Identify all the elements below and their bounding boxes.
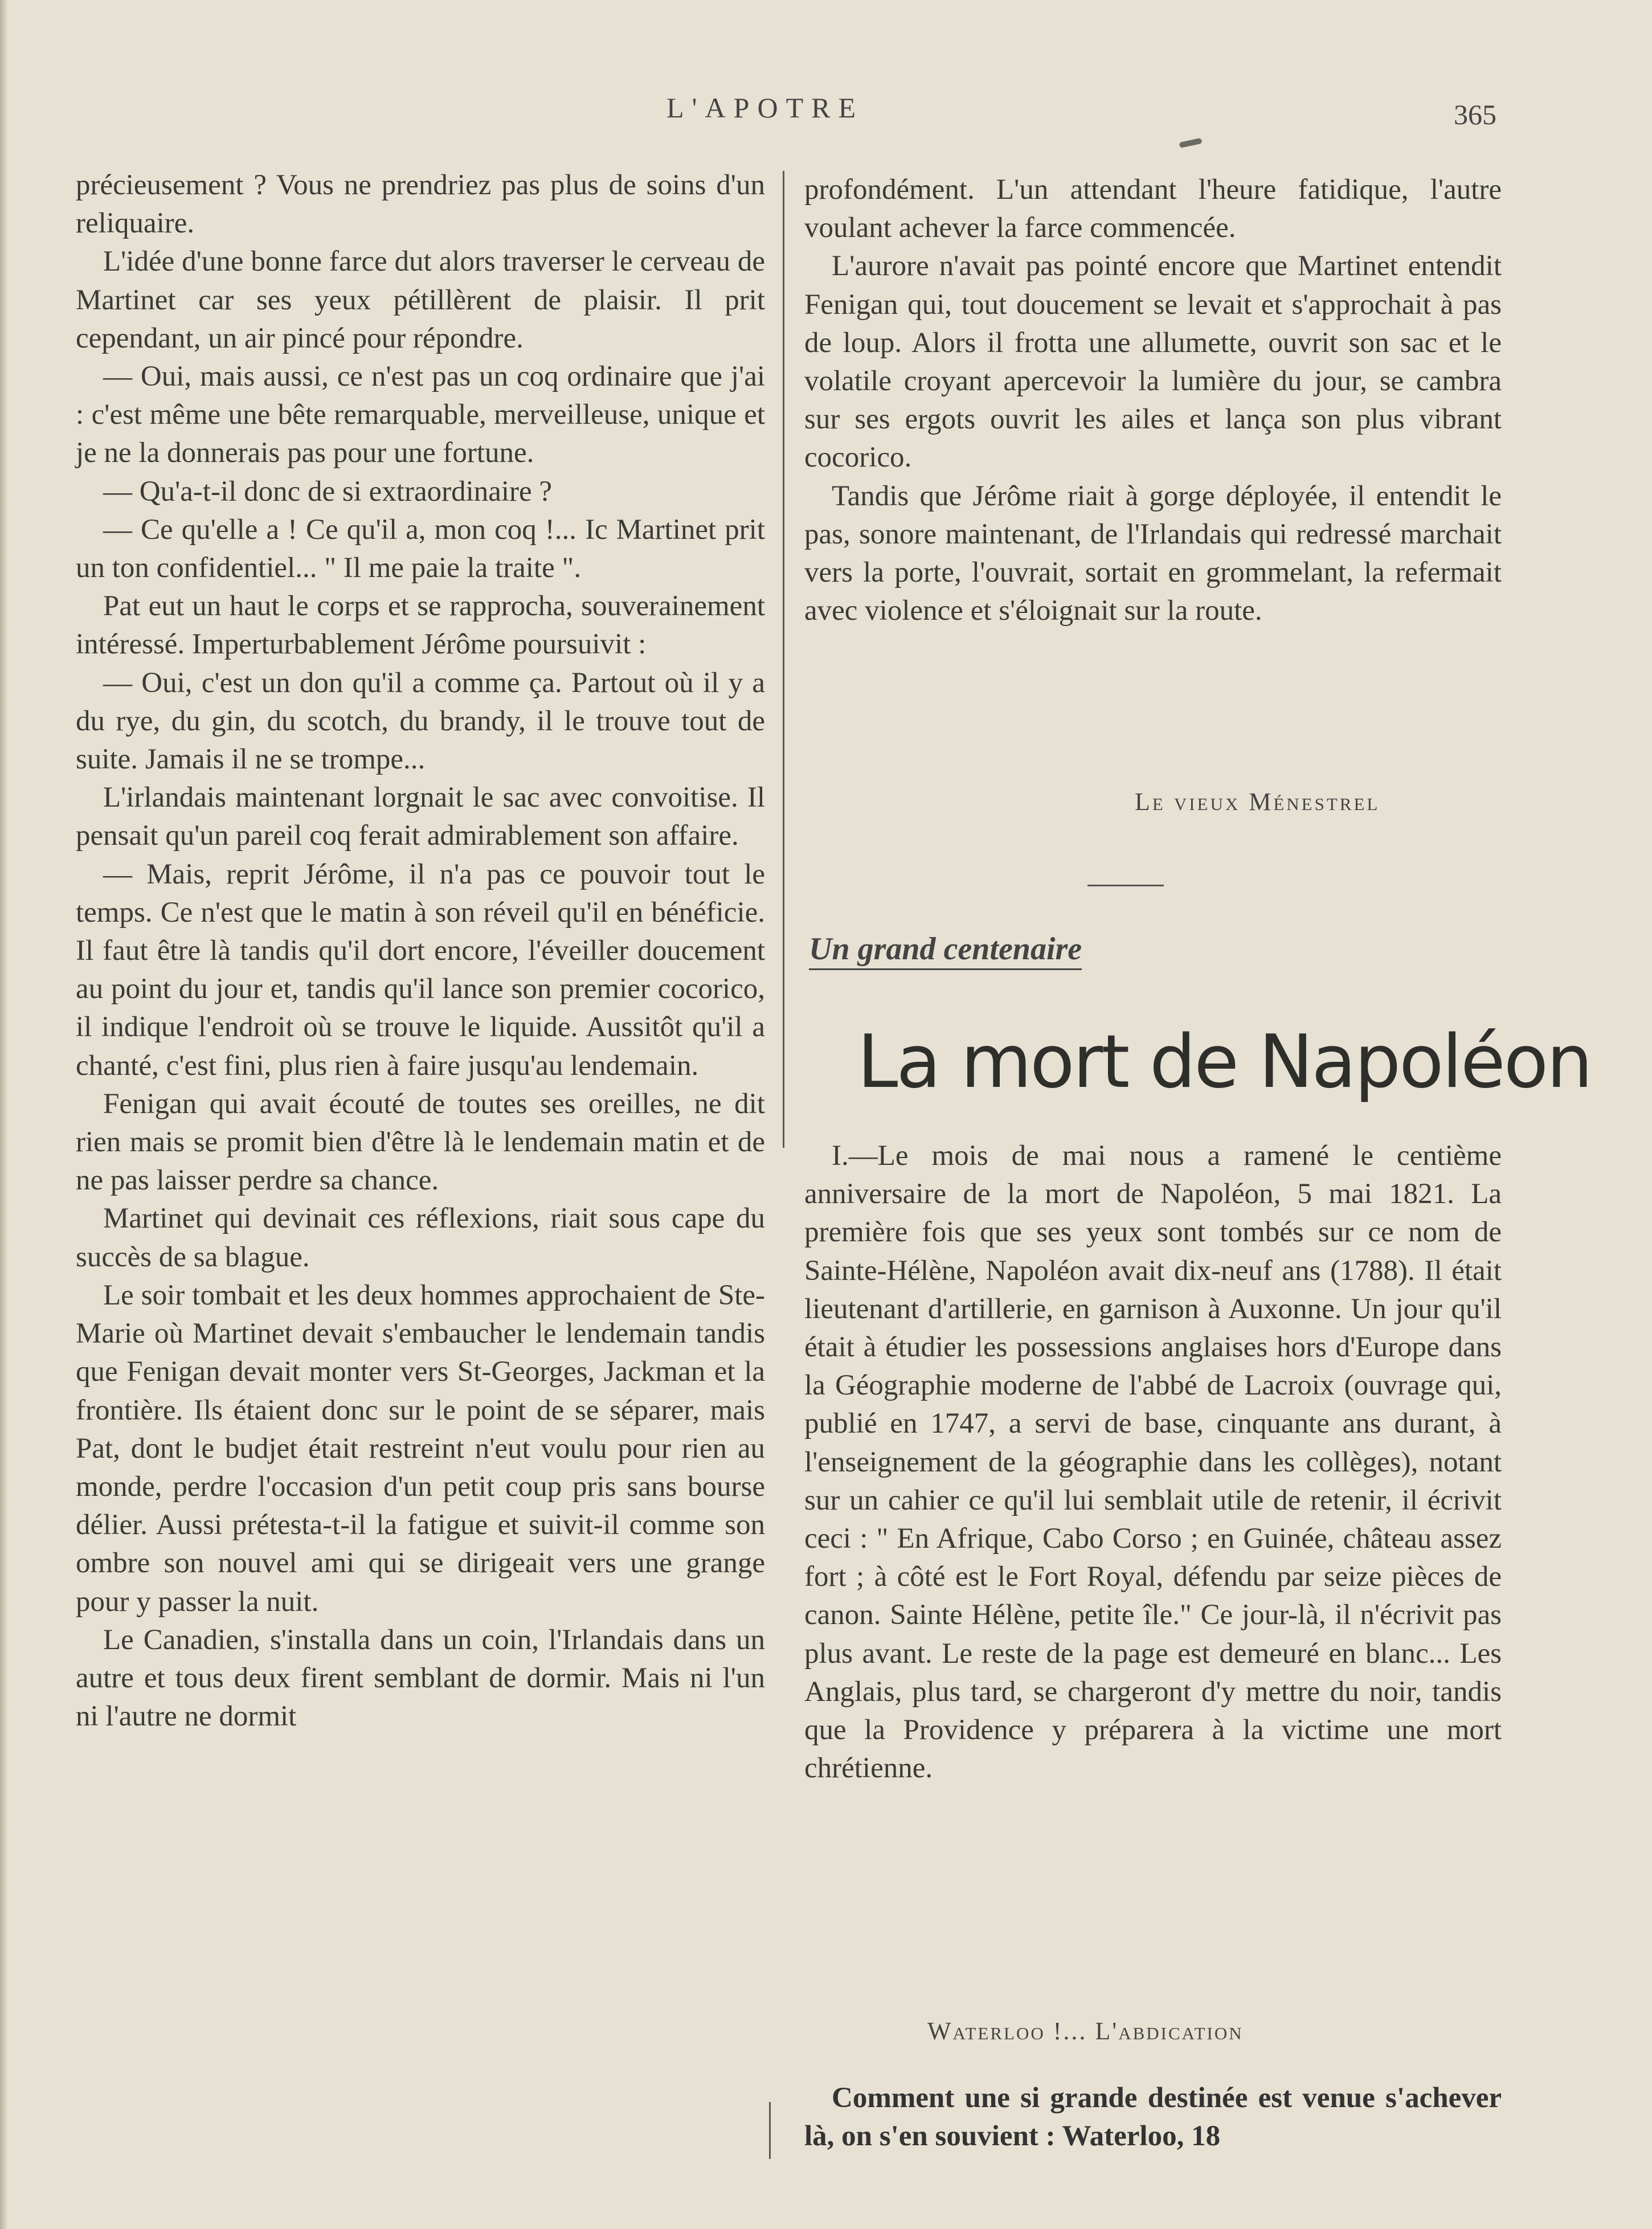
page-number: 365 — [1454, 99, 1496, 130]
paragraph: — Ce qu'elle a ! Ce qu'il a, mon coq !... Ic Martinet prit un ton confidentiel... " Il me paie la traite ". — [76, 513, 765, 584]
section-heading: Waterloo !... L'abdication — [927, 2017, 1244, 2045]
paragraph: — Mais, reprit Jérôme, il n'a pas ce pouvoir tout le temps. Ce n'est que le matin à son réveil qu'il en bénéficie. Il faut être là tandis qu'il dort encore, l'éveiller doucement au point du jour et, tandis qu'il lance son premier cocorico, il indique l'endroit où se trouve le liquide. Aussitôt qu'il a chanté, c'est fini, plus rien à faire jusqu'au lendemain. — [76, 858, 765, 1082]
paragraph: — Oui, mais aussi, ce n'est pas un coq ordinaire que j'ai : c'est même une bête remarquable, merveilleuse, unique et je ne la donnerais pas pour une fortune. — [76, 361, 765, 469]
ink-smudge — [1179, 138, 1202, 148]
article-headline: La mort de Napoléon — [857, 1020, 1592, 1105]
paragraph: Le soir tombait et les deux hommes approchaient de Ste-Marie où Martinet devait s'embaucher le lendemain tandis que Fenigan devait monter vers St-Georges, Jackman et la frontière. Ils étaient donc sur le point de se séparer, mais Pat, dont le budjet était restreint n'eut voulu pour rien au monde, perdre l'occasion d'un petit coup pris sans bourse délier. Aussi prétesta-t-il la fatigue et suivit-il comme son ombre son nouvel ami qui se dirigeait vers une grange pour y passer la nuit. — [76, 1279, 765, 1618]
paragraph: Martinet qui devinait ces réflexions, riait sous cape du succès de sa blague. — [76, 1203, 765, 1273]
paragraph: — Oui, c'est un don qu'il a comme ça. Partout où il y a du rye, du gin, du scotch, du brandy, il le trouve tout de suite. Jamais il ne se trompe... — [76, 666, 765, 776]
section-divider — [1087, 885, 1164, 886]
running-head: L'APOTRE — [666, 92, 864, 124]
paragraph: L'idée d'une bonne farce dut alors traverser le cerveau de Martinet car ses yeux pétillèrent de plaisir. Il prit cependant, un air pincé pour répondre. — [76, 246, 765, 354]
article-kicker: Un grand centenaire — [809, 931, 1082, 970]
article-paragraph: I.—Le mois de mai nous a ramené le centième anniversaire de la mort de Napoléon, 5 mai 1821. La première fois que ses yeux sont tombés sur ce nom de Sainte-Hélène, Napoléon avait dix-neuf ans (1788). Il était lieutenant d'artillerie, en garnison à Auxonne. Un jour qu'il était à étudier les possessions anglaises hors d'Europe dans la Géographie moderne de l'abbé de Lacroix (ouvrage qui, publié en 1747, a servi de base, cinquante ans durant, à l'enseignement de la géographie dans les collèges), notant sur un cahier ce qu'il lui semblait utile de retenir, il écrivit ceci : " En Afrique, Cabo Corso ; en Guinée, château assez fort ; à côté est le Fort Royal, défendu par seize pièces de canon. Sainte Hélène, petite île." Ce jour-là, il n'écrivit pas plus avant. Le reste de la page est demeuré en blanc... Les Anglais, plus tard, se chargeront d'y mettre du noir, tandis que la Providence y préparera à la victime une mort chrétienne. — [804, 1140, 1502, 1785]
paragraph: L'aurore n'avait pas pointé encore que Martinet entendit Fenigan qui, tout doucement se levait et s'approchait à pas de loup. Alors il frotta une allumette, ouvrit son sac et le volatile croyant apercevoir la lumière du jour, se cambra sur ses ergots ouvrit les ailes et lança son plus vibrant cocorico. — [804, 250, 1502, 474]
column-divider — [783, 171, 784, 1148]
article-body — [804, 1137, 1502, 1788]
paragraph: L'irlandais maintenant lorgnait le sac avec convoitise. Il pensait qu'un pareil coq ferait admirablement son affaire. — [76, 782, 765, 852]
paragraph: Pat eut un haut le corps et se rapprocha, souverainement intéressé. Imperturbablement Jérôme poursuivit : — [76, 590, 765, 661]
page-spine-shadow — [0, 0, 8, 2229]
final-paragraph: Comment une si grande destinée est venue s'achever là, on s'en souvient : Waterloo, 18 — [804, 2082, 1502, 2152]
author-signature: Le vieux Ménestrel — [1135, 788, 1380, 816]
paragraph: précieusement ? Vous ne prendriez pas plus de soins d'un reliquaire. — [76, 169, 765, 240]
paragraph: profondément. L'un attendant l'heure fatidique, l'autre voulant achever la farce commencée. — [804, 174, 1502, 244]
paragraph: Le Canadien, s'installa dans un coin, l'Irlandais dans un autre et tous deux firent semblant de dormir. Mais ni l'un ni l'autre ne dormit — [76, 1623, 765, 1733]
right-column — [804, 171, 1502, 630]
paragraph: Tandis que Jérôme riait à gorge déployée, il entendit le pas, sonore maintenant, de l'Irlandais qui redressé marchait vers la porte, l'ouvrait, sortait en grommelant, la refermait avec violence et s'éloignait sur la route. — [804, 480, 1502, 627]
paragraph: — Qu'a-t-il donc de si extraordinaire ? — [103, 475, 553, 508]
column-divider-lower — [769, 2102, 771, 2159]
paragraph: Fenigan qui avait écouté de toutes ses oreilles, ne dit rien mais se promit bien d'être là le lendemain matin et de ne pas laisser perdre sa chance. — [76, 1087, 765, 1197]
left-column — [76, 166, 765, 1736]
